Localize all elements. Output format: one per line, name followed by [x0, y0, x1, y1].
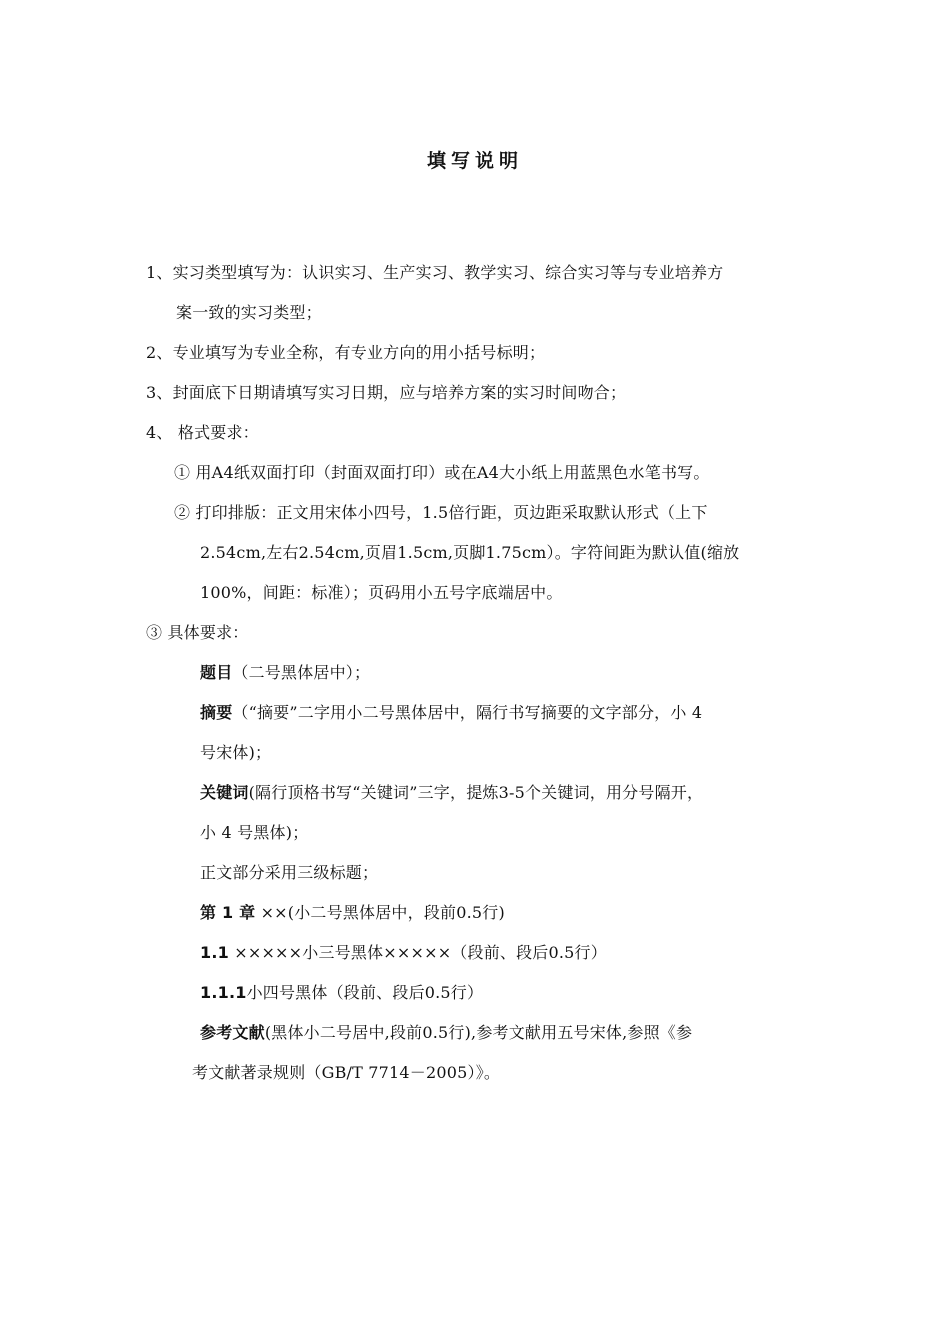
spec-abstract-line-1	[200, 702, 702, 724]
spec-chapter-text: ××(小二号黑体居中，段前0.5行)	[255, 903, 505, 922]
spec-heading-2-text: ×××××小三号黑体×××××（段前、段后0.5行）	[228, 943, 607, 962]
spec-keywords-text: (隔行顶格书写“关键词”三字，提炼3-5个关键词，用分号隔开，	[248, 783, 704, 802]
spec-heading-3	[200, 982, 483, 1004]
spec-keywords-label: 关键词	[200, 783, 249, 802]
spec-chapter	[200, 902, 505, 924]
spec-title-label: 题目	[200, 663, 233, 682]
spec-heading-3-label: 1.1.1	[200, 983, 247, 1002]
item-3: 3、封面底下日期请填写实习日期，应与培养方案的实习时间吻合；	[146, 383, 627, 402]
spec-references-label: 参考文献	[200, 1023, 265, 1042]
item-1-line-2: 案一致的实习类型；	[176, 303, 322, 322]
format-item-2-line-3: 100%，间距：标准）；页码用小五号字底端居中。	[200, 583, 563, 602]
spec-heading-2-label: 1.1	[200, 943, 229, 962]
item-4: 4、 格式要求：	[146, 423, 259, 442]
spec-references-text: (黑体小二号居中,段前0.5行),参考文献用五号宋体,参照《参	[264, 1023, 693, 1042]
format-item-2-line-2: 2.54cm,左右2.54cm,页眉1.5cm,页脚1.75cm）。字符间距为默认值(缩放	[200, 543, 740, 562]
spec-keywords-line-1	[200, 782, 703, 804]
spec-abstract-text: （“摘要”二字用小二号黑体居中，隔行书写摘要的文字部分，小 4	[232, 703, 703, 722]
spec-title	[200, 662, 370, 684]
item-2: 2、专业填写为专业全称，有专业方向的用小括号标明；	[146, 343, 546, 362]
spec-keywords-line-2: 小 4 号黑体)；	[200, 823, 309, 842]
spec-body-text: 正文部分采用三级标题；	[200, 863, 379, 882]
spec-title-text: （二号黑体居中）；	[232, 663, 371, 682]
page-title: 填写说明	[426, 150, 523, 172]
spec-heading-3-text: 小四号黑体（段前、段后0.5行）	[246, 983, 484, 1002]
item-1-line-1: 1、实习类型填写为：认识实习、生产实习、教学实习、综合实习等与专业培养方	[146, 263, 724, 282]
spec-references-line-2: 考文献著录规则（GB/T 7714－2005）》。	[192, 1063, 501, 1082]
spec-chapter-label: 第 1 章	[200, 903, 256, 922]
spec-abstract-label: 摘要	[200, 703, 233, 722]
format-item-3: ③ 具体要求：	[146, 623, 249, 642]
format-item-1: ① 用A4纸双面打印（封面双面打印）或在A4大小纸上用蓝黑色水笔书写。	[174, 463, 710, 482]
spec-heading-2	[200, 942, 607, 964]
spec-abstract-line-2: 号宋体)；	[200, 743, 272, 762]
format-item-2-line-1: ② 打印排版：正文用宋体小四号，1.5倍行距，页边距采取默认形式（上下	[174, 503, 708, 522]
spec-references-line-1	[200, 1022, 692, 1044]
